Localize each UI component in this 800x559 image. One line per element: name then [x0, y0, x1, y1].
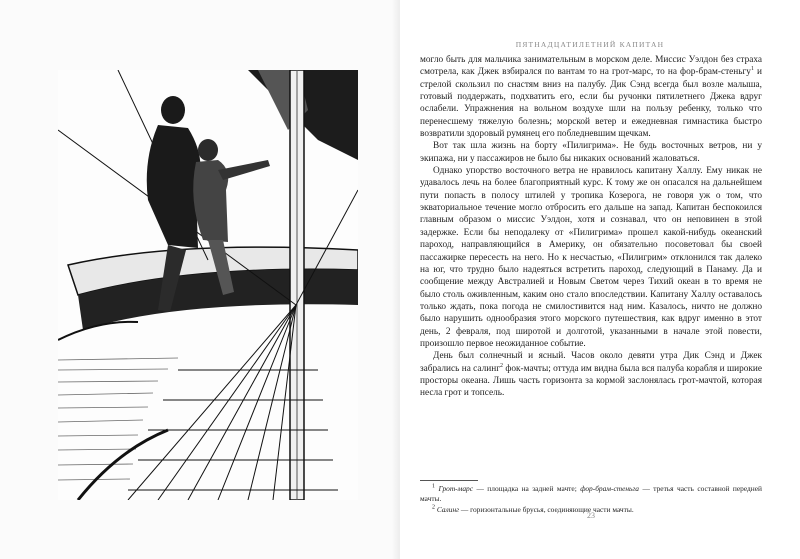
text-run: — горизонтальные брусья, соединяющие части мачты. — [459, 504, 634, 514]
paragraph — [420, 350, 762, 399]
footnote-ref: 1 — [750, 66, 754, 73]
italic-term: Салинг — [436, 504, 460, 514]
text-run: День был солнечный и ясный. Часов около девяти утра Дик Сэнд и Джек забрались на салинг — [420, 351, 762, 374]
page-number: 23 — [587, 511, 595, 520]
italic-term: Грот-марс — [438, 484, 474, 493]
text-run: — третья часть составной передней мачты. — [420, 484, 762, 504]
footnote-ref: 1 — [432, 483, 435, 490]
text-run: — площадка на задней мачте; — [473, 484, 581, 493]
paragraph — [420, 165, 762, 350]
text-run: Однако упорство восточного ветра не нравилось капитану Халлу. Ему никак не удавалось лечь на более благоприятный курс. К тому же он опасался на дальнейшем пути попасть в полосу штилей у тропика Козерога, не говоря уж о том, что экваториальное течение могло отбросить его дальше на запад. Капитан беспокоился главным образом о миссис Уэлдон, хотя и сознавал, что он неповинен в этой задержке. Если бы неподалеку от «Пилигрима» прошел какой-нибудь океанский пароход, направляющийся в Америку, он обязательно посоветовал бы своей пассажирке пересесть на него. Но к несчастью, «Пилигрим» отклонился так далеко на юг, что трудно было надеяться встретить пароход, следующий в Панаму. Да и сообщение между Австралией и Новым Светом через Тихий океан в то время не было столь оживленным, каким оно стало впоследствии. Капитану Халлу оставалось только ждать, пока погода не смилостивится над ним. Казалось, ничто не должно было нарушить однообразия этого морского путешествия, как вдруг именно в этот день, 2 февраля, под широтой и долготой, указанными в начале этой повести, произошло первое неожиданное событие. — [420, 166, 762, 349]
text-run: могло быть для мальчика занимательным в морском деле. Миссис Уэлдон без страха смотрела, как Джек взбирался по вантам то на грот-марс, то на фор-брам-стеньгу — [420, 55, 762, 78]
footnote-ref: 2 — [500, 362, 504, 369]
body-text — [420, 54, 762, 400]
text-run: фок-мачты; оттуда им видна была вся палуба корабля и широкие просторы океана. Лишь часть горизонта за кормой заслонялась грот-мачтой, которая несла грот и топсель. — [420, 363, 763, 399]
italic-term: фор-брам-стеньга — [580, 484, 639, 493]
footnote — [420, 484, 762, 505]
text-run: и стрелой скользил по снастям вниз на палубу. Дик Сэнд всегда был возле малыша, готовый поддержать, подхватить его, если бы ручонки пятилетнего Джека вдруг ослабели. Упражнения на вольном воздухе шли на пользу ребенку, только что перенесшему тяжелую болезнь; морской ветер и ежедневная гимнастика быстро возвратили здоровый румянец его побледневшим щечкам. — [420, 67, 762, 140]
paragraph — [420, 54, 762, 140]
paragraph — [420, 140, 762, 165]
text-run: Вот так шла жизнь на борту «Пилигрима». Не будь восточных ветров, ни у экипажа, ни у пассажиров не было бы никаких оснований жаловаться. — [420, 141, 762, 164]
footnote-rule — [420, 480, 478, 481]
ship-rigging-illustration — [58, 70, 358, 500]
footnote-ref: 2 — [432, 504, 435, 511]
running-head: ПЯТНАДЦАТИЛЕТНИЙ КАПИТАН — [515, 40, 665, 49]
